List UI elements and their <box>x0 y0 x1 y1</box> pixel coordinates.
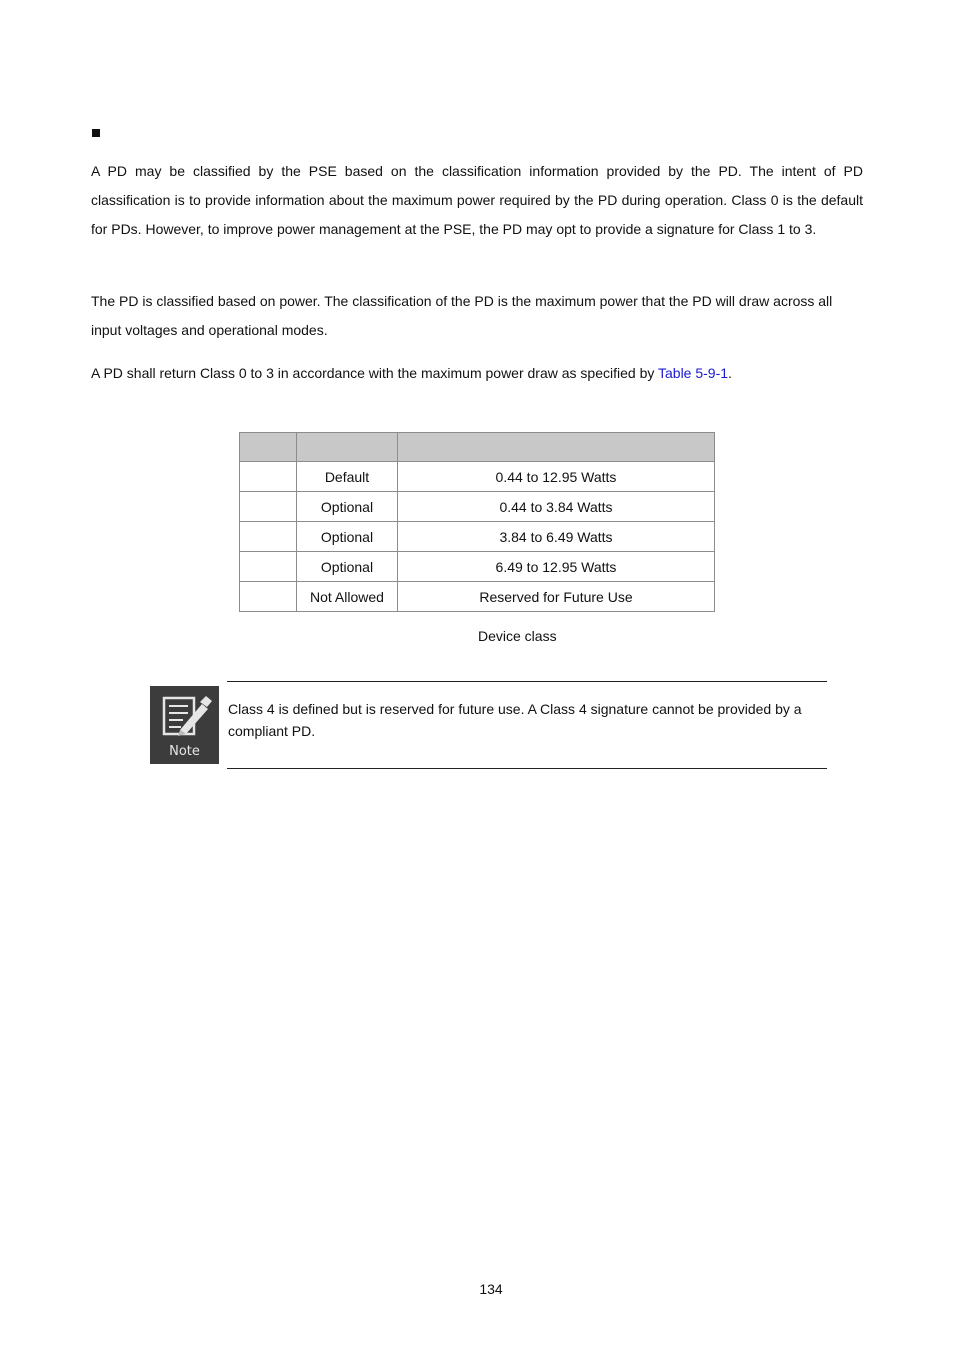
table-caption: Device class <box>478 628 557 644</box>
table-cell <box>240 552 297 582</box>
note-text: Class 4 is defined but is reserved for future use. A Class 4 signature cannot be provided by a compliant PD. <box>228 701 802 739</box>
paragraph-return-class <box>91 359 863 388</box>
table-cell: Default <box>297 462 398 492</box>
table-row <box>240 552 715 582</box>
table-row <box>240 462 715 492</box>
table-header-row <box>240 433 715 462</box>
table-cell <box>240 462 297 492</box>
table-reference-link[interactable]: Table 5-9-1 <box>658 365 729 381</box>
note-top-divider <box>227 681 827 682</box>
header-cell-power-range <box>398 433 715 462</box>
table-cell: Not Allowed <box>297 582 398 612</box>
paragraph-return-class-text: A PD shall return Class 0 to 3 in accordance with the maximum power draw as specified by <box>91 365 658 381</box>
page-number: 134 <box>479 1281 503 1297</box>
note-icon <box>150 686 219 764</box>
table-cell: 3.84 to 6.49 Watts <box>398 522 715 552</box>
table-cell: 0.44 to 12.95 Watts <box>398 462 715 492</box>
table-cell: Reserved for Future Use <box>398 582 715 612</box>
note-icon-label: Note <box>169 744 200 759</box>
paragraph-classification-power: The PD is classified based on power. The classification of the PD is the maximum power that the PD will draw across all input voltages and operational modes. <box>91 293 833 338</box>
table-cell: Optional <box>297 552 398 582</box>
table-cell: Optional <box>297 492 398 522</box>
table-row <box>240 582 715 612</box>
table-row <box>240 492 715 522</box>
device-class-table <box>239 432 715 612</box>
note-bottom-divider <box>227 768 827 769</box>
paragraph-end-period: . <box>728 365 732 381</box>
table-cell: 6.49 to 12.95 Watts <box>398 552 715 582</box>
header-cell-usage <box>297 433 398 462</box>
table-cell <box>240 582 297 612</box>
paragraph-classification-intro: A PD may be classified by the PSE based on the classification information provided by the PD. The intent of PD classification is to provide information about the maximum power required by the PD during operation. Class 0 is the default for PDs. However, to improve power management at the PSE, the PD may opt to provide a signature for Class 1 to 3. <box>91 163 863 237</box>
table-row <box>240 522 715 552</box>
table-cell <box>240 522 297 552</box>
table-cell: 0.44 to 3.84 Watts <box>398 492 715 522</box>
table-cell: Optional <box>297 522 398 552</box>
table-cell <box>240 492 297 522</box>
bullet-square <box>92 129 100 137</box>
header-cell-class <box>240 433 297 462</box>
